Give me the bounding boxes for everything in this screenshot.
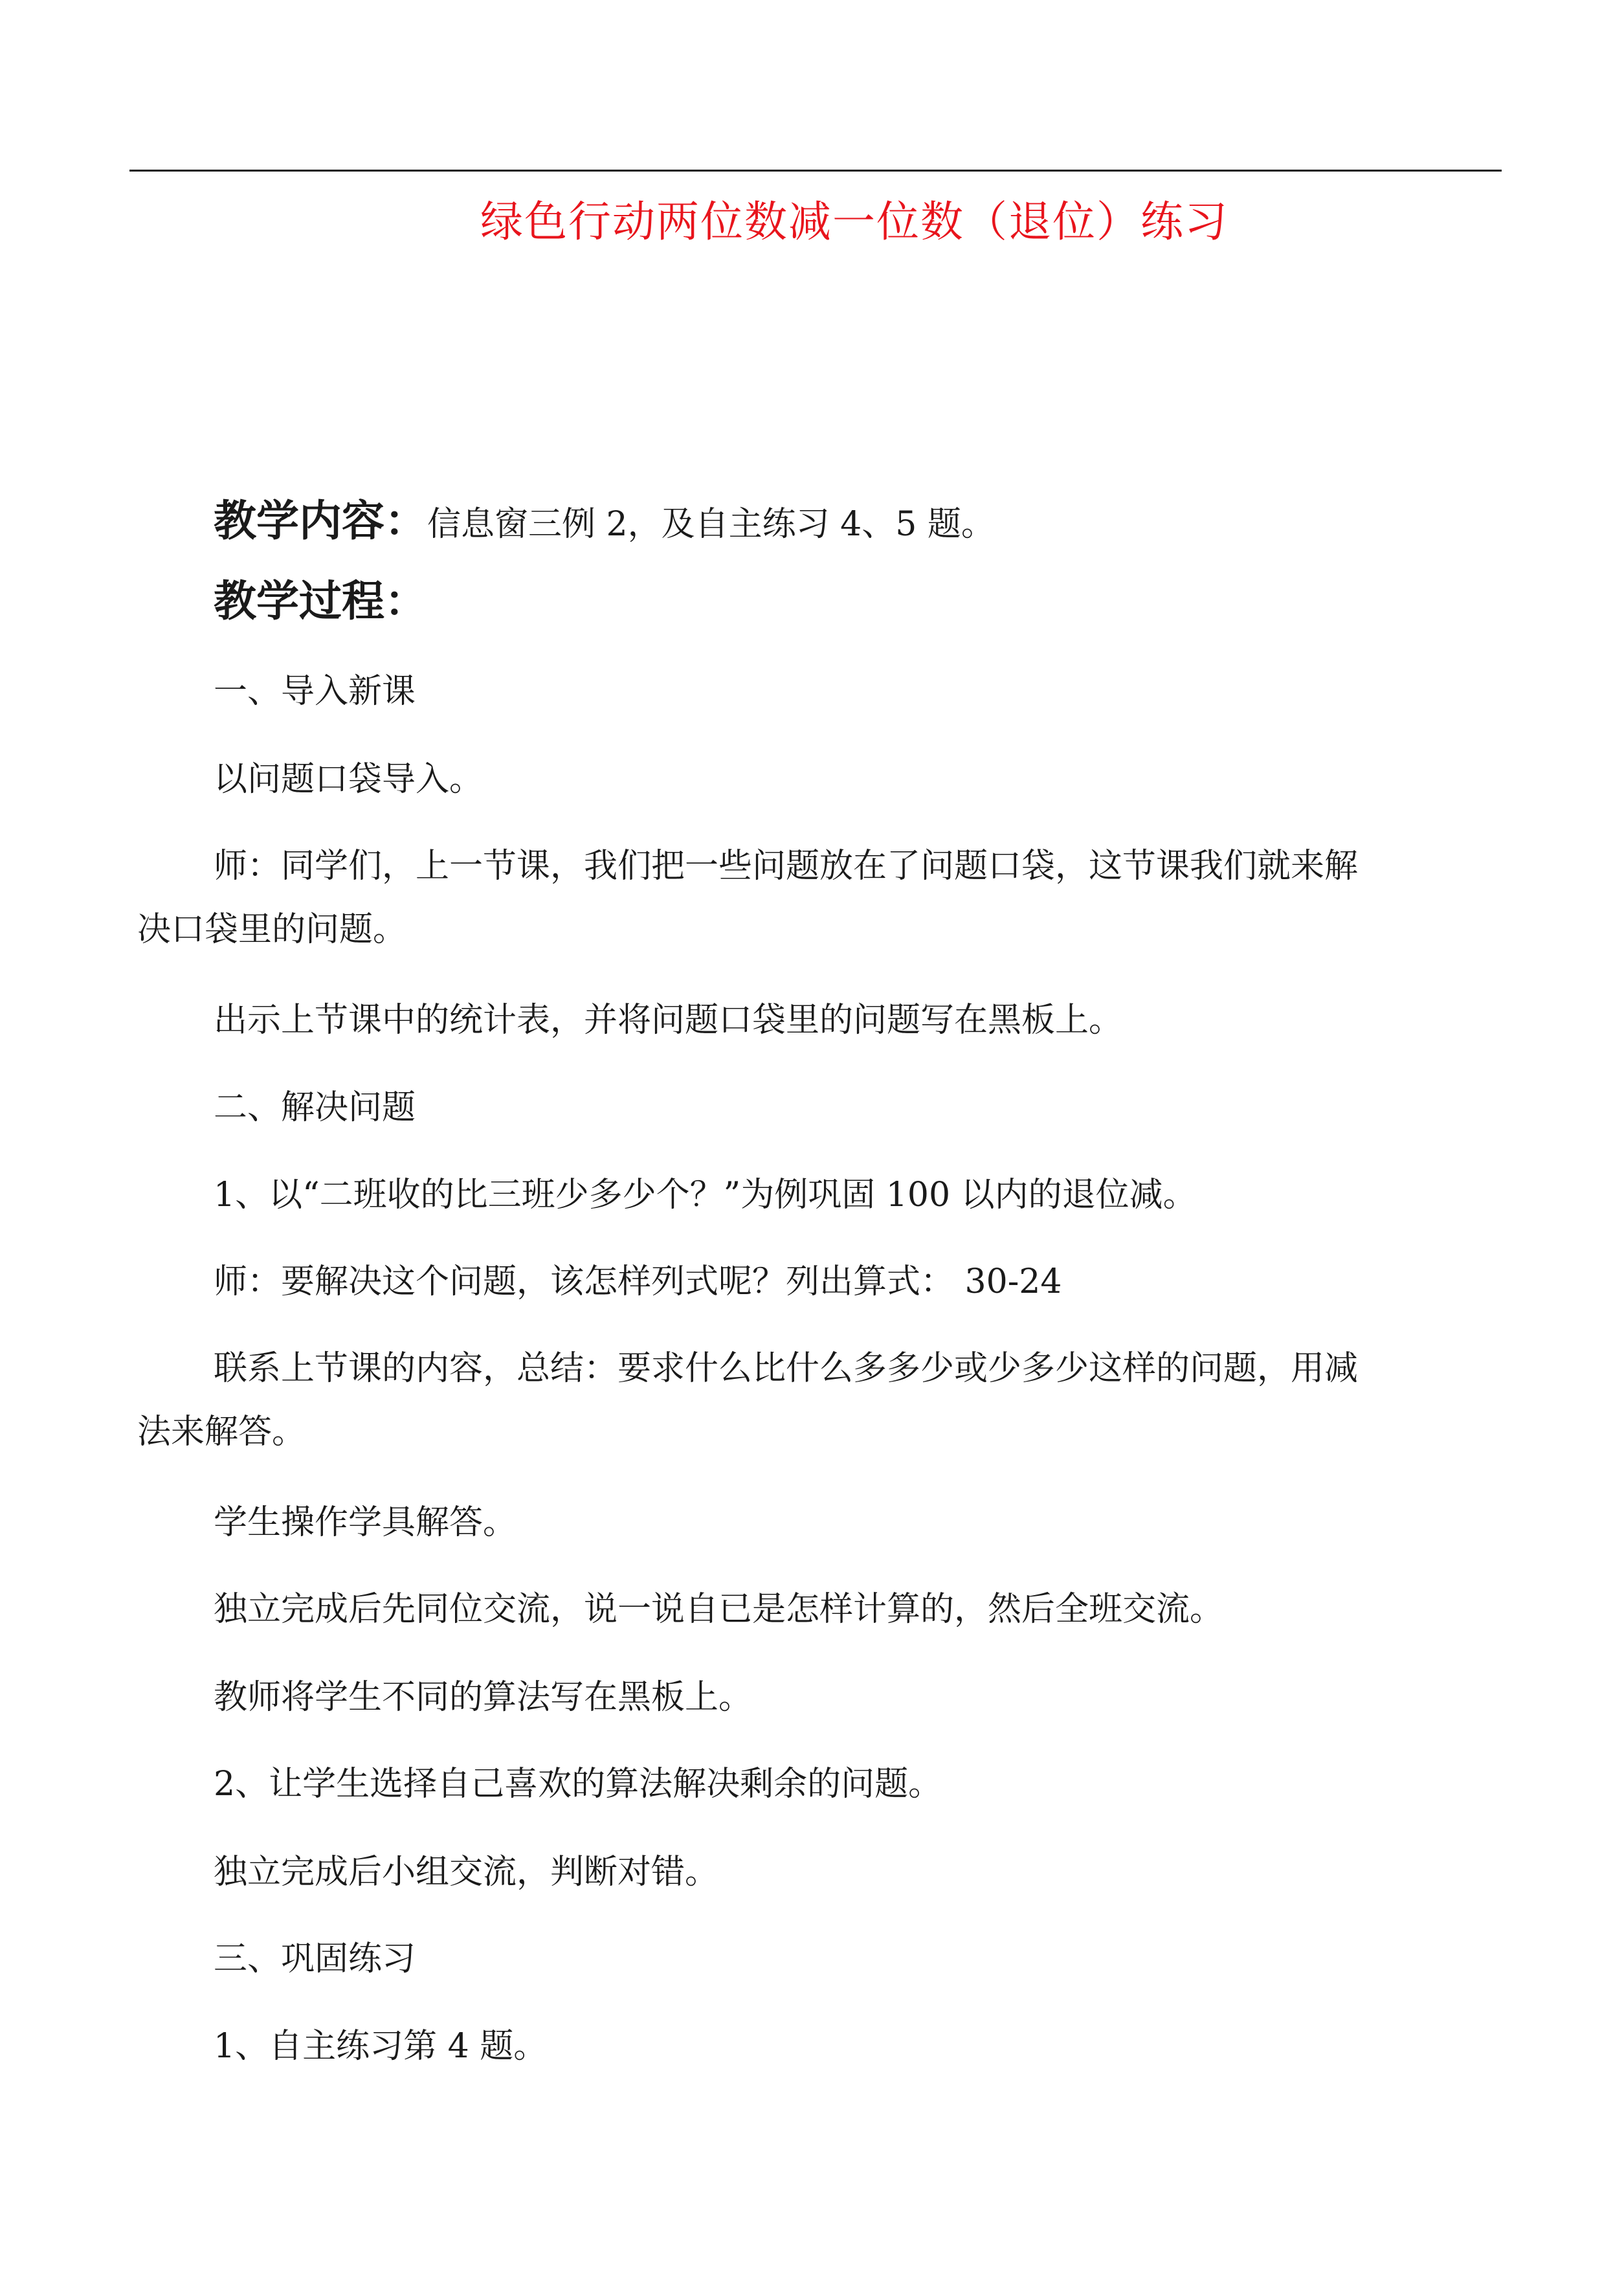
teaching-process-label: 教学过程： [214, 576, 427, 626]
paragraph: 师：要解决这个问题，该怎样列式呢？列出算式： 30-24 [214, 1262, 1062, 1301]
paragraph: 学生操作学具解答。 [214, 1503, 517, 1542]
paragraph: 独立完成后小组交流，判断对错。 [214, 1853, 719, 1892]
teaching-process [214, 577, 427, 628]
teaching-content-text: 信息窗三例 2，及自主练习 4、5 题。 [427, 505, 995, 544]
paragraph: 以问题口袋导入。 [214, 760, 484, 799]
header-rule [129, 170, 1502, 172]
section-heading: 三、巩固练习 [214, 1940, 416, 1978]
teaching-content-label: 教学内容： [214, 495, 427, 546]
paragraph: 教师将学生不同的算法写在黑板上。 [214, 1678, 753, 1717]
section-heading: 一、导入新课 [214, 672, 416, 711]
paragraph: 独立完成后先同位交流，说一说自已是怎样计算的，然后全班交流。 [214, 1590, 1224, 1629]
paragraph: 2、让学生选择自己喜欢的算法解决剩余的问题。 [214, 1765, 942, 1804]
paragraph: 师：同学们，上一节课，我们把一些问题放在了问题口袋，这节课我们就来解 [214, 847, 1359, 886]
paragraph-continuation: 决口袋里的问题。 [137, 910, 407, 949]
teaching-content [214, 497, 995, 548]
paragraph: 1、以“二班收的比三班少多少个？”为例巩固 100 以内的退位减。 [214, 1176, 1197, 1214]
paragraph: 出示上节课中的统计表，并将问题口袋里的问题写在黑板上。 [214, 1001, 1123, 1040]
paragraph: 联系上节课的内容，总结：要求什么比什么多多少或少多少这样的问题，用减 [214, 1349, 1359, 1388]
paragraph-continuation: 法来解答。 [137, 1413, 306, 1451]
section-heading: 二、解决问题 [214, 1088, 416, 1127]
page-title: 绿色行动两位数减一位数（退位）练习 [480, 197, 1229, 247]
paragraph: 1、自主练习第 4 题。 [214, 2027, 548, 2066]
